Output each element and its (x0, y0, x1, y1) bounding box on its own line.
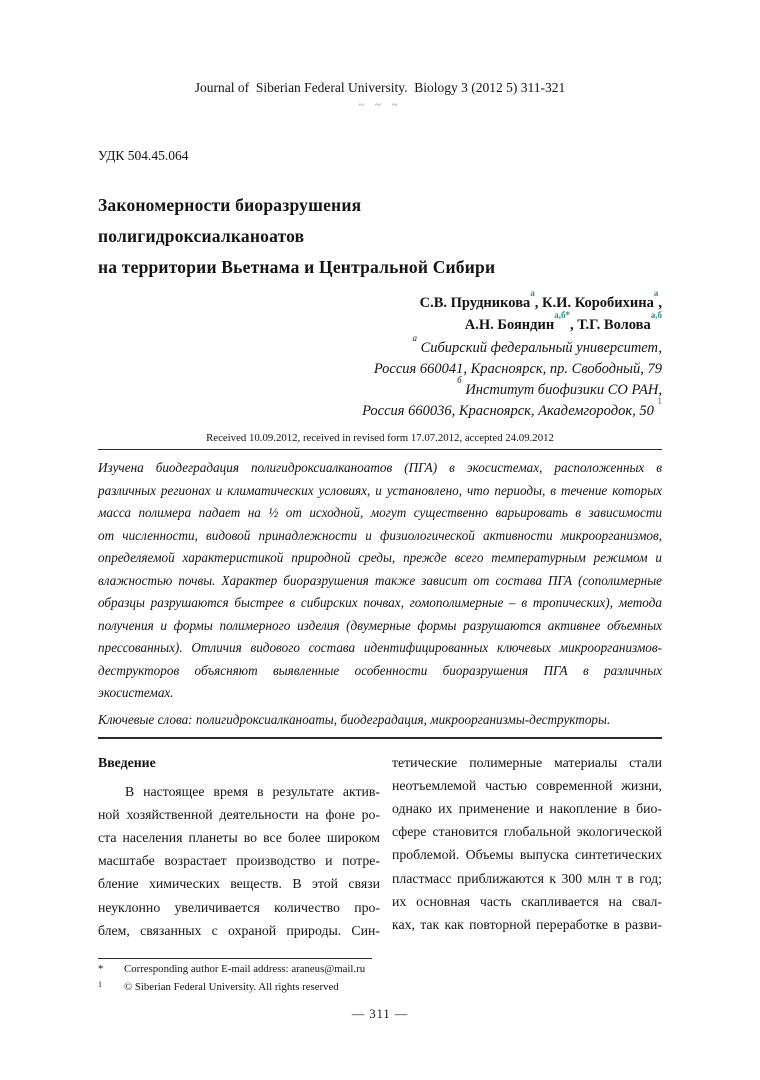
affiliation-footnote-ref: 1 (657, 396, 662, 407)
abstract-line: от численности, видовой принадлежности и физиологической активности микроорганизмов, (98, 527, 662, 543)
author-name: К.И. Коробихина (542, 295, 654, 311)
author-name: А.Н. Бояндин (464, 317, 555, 333)
body-line: бление химических веществ. В этой связи (98, 876, 380, 892)
body-column-right (392, 751, 662, 942)
affiliation-sup: а (412, 333, 417, 344)
article-title-line: Закономерности биоразрушения (98, 195, 362, 215)
section-heading-introduction: Введение (98, 754, 156, 770)
affiliation-text: Россия 660041, Красноярск, пр. Свободный, 79 (373, 361, 662, 377)
keywords-line: Ключевые слова: полигидроксиалканоаты, биодеградация, микроорганизмы-деструкторы. (98, 711, 611, 727)
body-line: проблемой. Объемы выпуска синтетических (392, 847, 662, 863)
body-line: ках, так как повторной переработке в разви- (392, 916, 662, 932)
abstract-block (98, 457, 662, 705)
affiliation-line (98, 375, 662, 401)
author-separator: , (569, 317, 578, 333)
author-affiliation-sup: а,б* (554, 310, 570, 321)
affiliation-text: Институт биофизики СО РАН, (461, 382, 662, 398)
body-line: неуклонно увеличивается количество про- (98, 899, 380, 915)
footnote-marker: * (98, 962, 104, 975)
body-line: масштабе возрастает производство и потре- (98, 853, 380, 869)
body-line: их основная часть скапливается на свал- (392, 893, 662, 909)
body-column-left (98, 751, 380, 942)
author-affiliation-sup: а (530, 288, 535, 299)
abstract-line: масса полимера падает на ½ от исходной, могут существенно варьировать в зависимости (98, 505, 662, 520)
footnotes-block (98, 958, 662, 995)
author-affiliation-sup: а (653, 288, 659, 299)
footnote-text: © Siberian Federal University. All rights reserved (124, 980, 339, 993)
footnote-row (98, 979, 662, 995)
keywords-divider (98, 737, 662, 739)
body-line: В настоящее время в результате актив- (125, 783, 380, 799)
affiliation-text: Россия 660036, Красноярск, Академгородок, 50 (362, 403, 658, 419)
author-separator: , (534, 295, 543, 311)
journal-header: Journal of Siberian Federal University. Biology 3 (2012 5) 311-321 (194, 80, 566, 95)
abstract-line: прессованных). Отличия видового состава идентифицированных ключевых микроорганизмов- (98, 640, 662, 655)
abstract-line: различных регионах и климатических условиях, и установлено, что периоды, в течение которых (98, 482, 662, 498)
body-line: однако их применение и накопление в био- (392, 800, 662, 816)
abstract-line: получения и формы полимерного изделия (двумерные формы разрушаются активнее объемных (98, 617, 662, 633)
body-line: неотъемлемой частью современной жизни, (392, 777, 662, 793)
body-line: ной хозяйственной деятельности на фоне ро- (98, 806, 380, 822)
body-line: тетические полимерные материалы стали (392, 754, 662, 770)
tilde-separator: ~ ~ ~ (358, 99, 402, 111)
body-columns (98, 751, 662, 942)
abstract-line: влажностью почвы. Характер биоразрушения также зависит от состава ПГА (сополимерные (98, 572, 662, 588)
body-line: пластмасс приближаются к 300 млн т в год; (392, 870, 662, 886)
author-name: Т.Г. Волова (577, 317, 651, 333)
body-line: сфере становится глобальной экологической (392, 824, 662, 840)
footnote-marker: 1 (98, 979, 102, 989)
affiliation-line (98, 333, 662, 359)
author-separator: , (658, 295, 662, 311)
article-title-line: на территории Вьетнама и Центральной Сибири (98, 257, 496, 277)
affiliation-text: Сибирский федеральный университет, (416, 340, 662, 356)
page-content (98, 0, 662, 1022)
abstract-line: деструкторов объясняют выявленные особенности биоразрушения ПГА в различных (98, 662, 662, 678)
author-affiliation-sup: а,б (650, 310, 662, 321)
body-line: блем, связанных с охраной природы. Син- (98, 922, 380, 938)
authors-block (98, 288, 662, 336)
abstract-line: Изучена биодеградация полигидроксиалканоатов (ПГА) в экосистемах, расположенных в (98, 460, 662, 475)
article-title-line: полигидроксиалканоатов (98, 226, 305, 246)
abstract-line: определяемой характеристикой природной среды, прежде всего температурным режимом и (98, 550, 662, 565)
page-number: — 311 — (351, 1006, 409, 1021)
article-title (98, 190, 662, 283)
abstract-line: экосистемах. (98, 685, 174, 700)
affiliation-sup: б (457, 375, 462, 386)
footnote-divider (98, 958, 372, 959)
received-dates-line: Received 10.09.2012, received in revised form 17.07.2012, accepted 24.09.2012 (98, 432, 662, 450)
abstract-line: образцы разрушаются быстрее в сибирских почвах, гомополимерные – в тропических), метода (98, 595, 662, 610)
authors-line (98, 310, 662, 336)
affiliations-block (98, 333, 662, 422)
body-line: ста населения планеты во все более широком (98, 829, 380, 845)
author-name: С.В. Прудникова (419, 295, 531, 311)
authors-line (98, 288, 662, 314)
affiliation-line (98, 359, 662, 380)
udc-code: УДК 504.45.064 (98, 148, 189, 163)
footnote-row (98, 961, 662, 977)
affiliation-line (98, 396, 662, 422)
footnote-text: Corresponding author E-mail address: araneus@mail.ru (124, 962, 366, 975)
